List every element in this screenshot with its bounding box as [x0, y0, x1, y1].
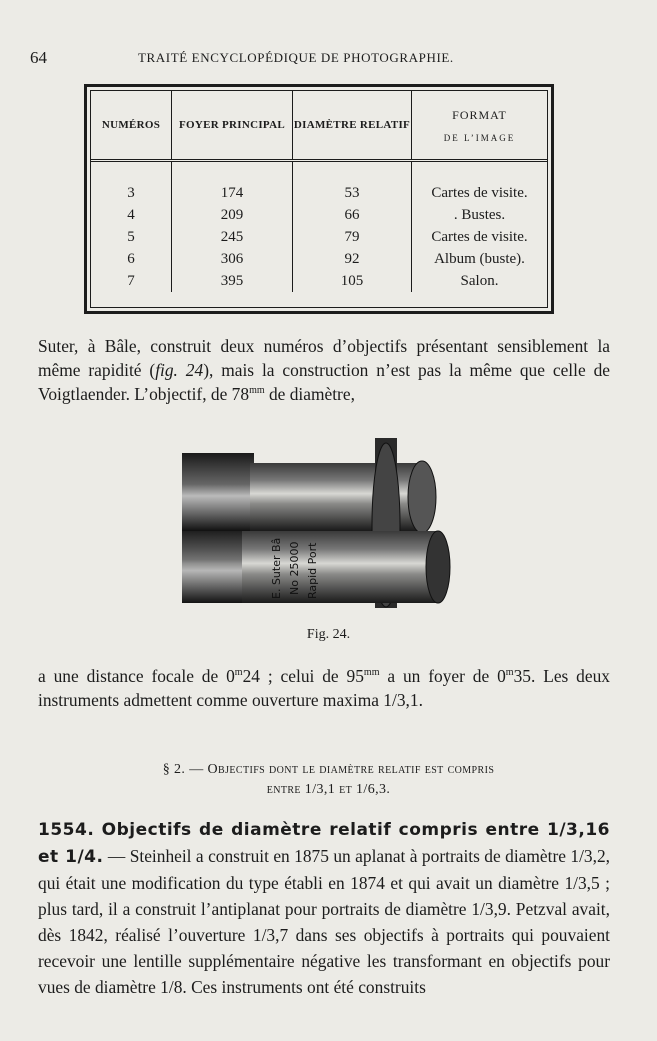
engraving-line-3: Rapid Port: [306, 542, 319, 599]
cell-format: Cartes de visite.: [412, 161, 548, 205]
unit-mm: mm: [249, 385, 265, 396]
objectives-table: [84, 84, 554, 314]
header-numeros: NUMÉROS: [91, 91, 172, 161]
paragraph1-text: Suter, à Bâle, construit deux numéros d’objectifs présentant sensiblement la même rapidité (: [38, 336, 610, 380]
lens-illustration: [180, 433, 465, 615]
cell-numero: 5: [127, 228, 135, 245]
header-format-main: FORMAT: [452, 107, 507, 122]
cell-foyer: 245: [172, 226, 293, 248]
paragraph1-end: de diamètre,: [264, 384, 355, 404]
paragraph-suter: [38, 334, 610, 406]
paragraph3-body: — Steinheil a construit en 1875 un aplanat à portraits de diamètre 1/3,2, qui était une modification du type établi en 1874 et qui avait un diamètre 1/3,5 ; plus tard, il a construit l’antiplanat pour portraits de diamètre 1/3,9. Petzval avait, dès 1842, réalisé l’ouverture 1/3,7 dans ses objectifs à portraits qui pouvaient recevoir une lentille supplémentaire négative les transformant en objectifs pour vues de diamètre 1/8. Ces instruments ont été construits: [38, 846, 610, 997]
running-title: TRAITÉ ENCYCLOPÉDIQUE DE PHOTOGRAPHIE.: [138, 50, 454, 65]
figure-caption: Fig. 24.: [306, 627, 351, 642]
cell-format: . Bustes.: [412, 204, 548, 226]
header-format-sub: DE L’IMAGE: [443, 132, 516, 143]
cell-foyer: 306: [172, 248, 293, 270]
header-diametre: DIAMÈTRE RELATIF: [293, 91, 412, 161]
cell-format: Album (buste).: [412, 248, 548, 270]
paragraph1-text-cont: ), mais la construction n’est pas la même que celle de Voigtlaender. L’objectif, de 78: [38, 360, 610, 404]
cell-diametre: 53: [293, 161, 412, 205]
cell-numero: 4: [127, 206, 135, 223]
table-row: [91, 226, 547, 248]
paragraph2-part3: a un foyer de 0: [379, 666, 506, 686]
paragraph-1554: [38, 816, 610, 1000]
cell-diametre: 92: [293, 248, 412, 270]
paragraph-heading: 1554. Objectifs de diamètre relatif compris entre 1/3,16 et 1/4.: [38, 820, 610, 867]
cell-diametre: 79: [293, 226, 412, 248]
cell-format: Salon.: [412, 270, 548, 292]
engraving-line-1: E. Suter Bâ: [270, 537, 283, 599]
cell-foyer: 174: [172, 161, 293, 205]
unit-mm: mm: [363, 667, 380, 678]
unit-m: m: [234, 667, 243, 678]
engraving-line-2: No 25000: [288, 541, 301, 595]
table-row: [91, 161, 547, 205]
section-number: § 2. —: [162, 762, 204, 777]
paragraph2-part1: a une distance focale de 0: [38, 666, 235, 686]
cell-foyer: 395: [172, 270, 293, 292]
figure-reference: fig. 24: [155, 360, 204, 380]
page-number: 64: [30, 48, 47, 67]
lens-engraving: [180, 433, 465, 620]
cell-foyer: 209: [172, 204, 293, 226]
cell-numero: 3: [127, 184, 135, 201]
header-foyer: FOYER PRINCIPAL: [172, 91, 293, 161]
cell-diametre: 105: [293, 270, 412, 292]
section-heading: [0, 760, 657, 800]
paragraph2-part4: 35. Les deux instruments admettent comme ouverture maxima 1/3,1.: [38, 666, 610, 710]
header-format: [412, 91, 548, 161]
table-row: [91, 248, 547, 270]
cell-format: Cartes de visite.: [412, 226, 548, 248]
paragraph-focal: [38, 664, 610, 712]
section-title-line1: Objectifs dont le diamètre relatif est compris: [207, 762, 495, 777]
paragraph2-part2: 24 ; celui de 95: [242, 666, 364, 686]
cell-diametre: 66: [293, 204, 412, 226]
cell-numero: 7: [127, 272, 135, 289]
unit-m: m: [505, 667, 514, 678]
table-row: [91, 204, 547, 226]
cell-numero: 6: [127, 250, 135, 267]
section-title-line2: entre 1/3,1 et 1/6,3.: [266, 782, 391, 797]
table-row: [91, 270, 547, 292]
